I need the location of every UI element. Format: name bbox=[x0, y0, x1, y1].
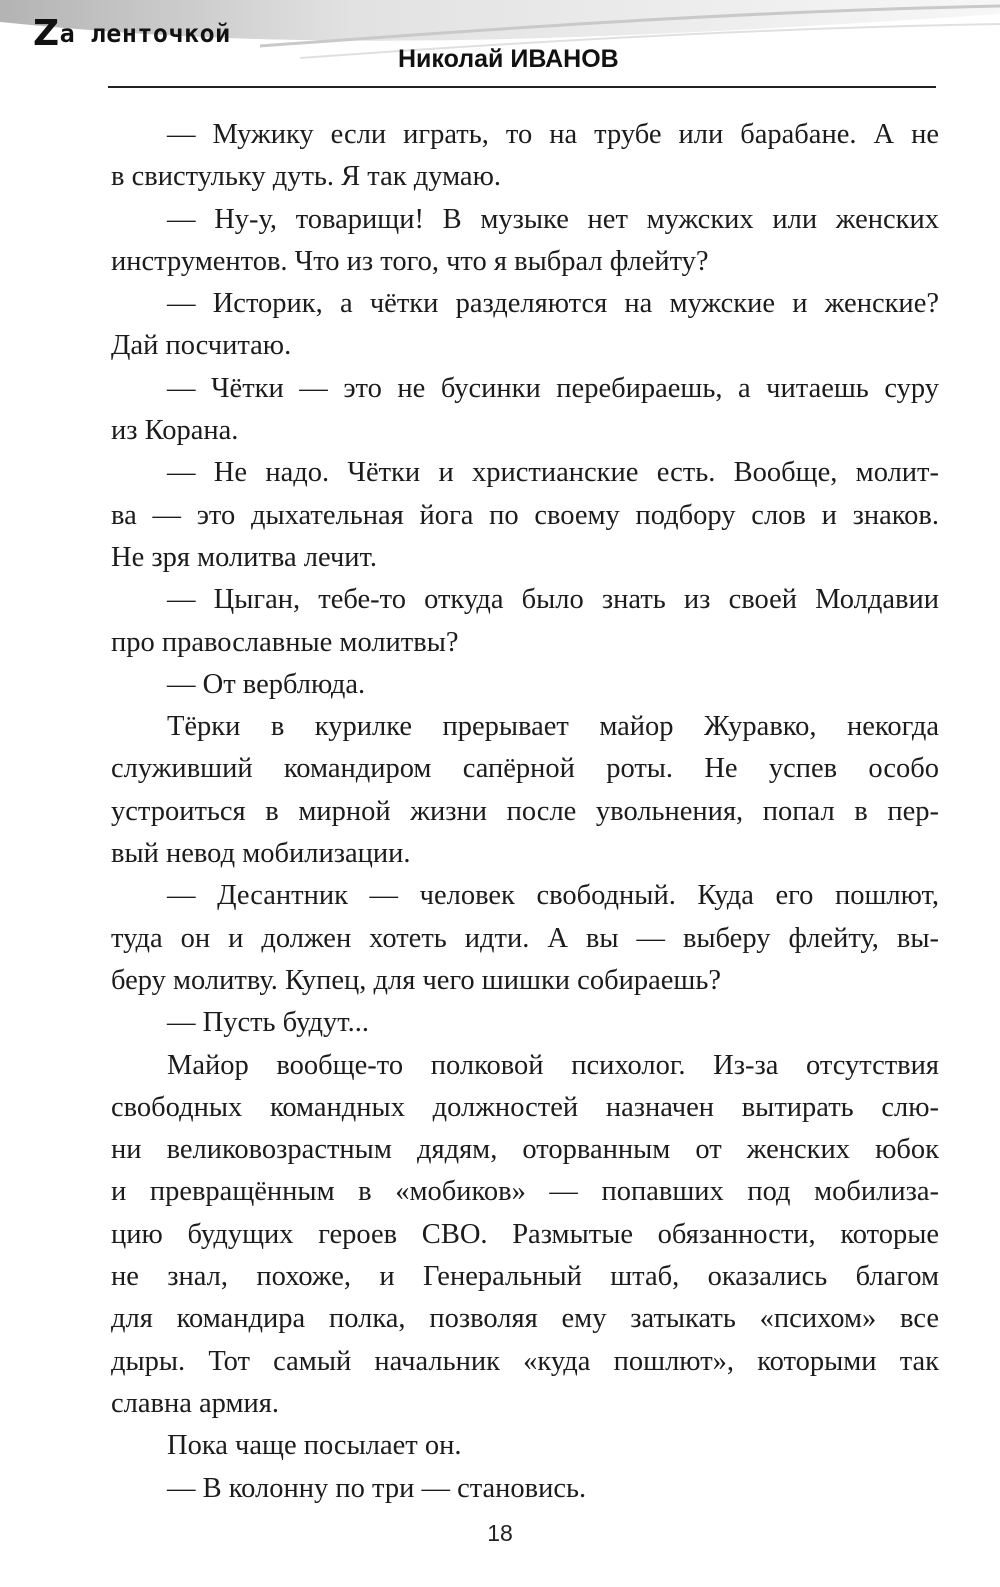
text-line: Майор вообще-то полковой психолог. Из-за отсутствия bbox=[167, 1049, 939, 1081]
text-line: свободных командных должностей назначен вытирать слю- bbox=[111, 1091, 939, 1123]
text-line: для командира полка, позволяя ему затыкать «психом» все bbox=[111, 1303, 939, 1335]
text-line: — Десантник — человек свободный. Куда его пошлют, bbox=[167, 880, 939, 912]
text-line: — Чётки — это не бусинки перебираешь, а читаешь суру bbox=[167, 372, 939, 404]
text-line: вый невод мобилизации. bbox=[111, 838, 411, 870]
series-title bbox=[33, 13, 231, 54]
text-line: в свистульку дуть. Я так думаю. bbox=[111, 161, 501, 193]
text-line: — Историк, а чётки разделяются на мужские и женские? bbox=[167, 288, 939, 320]
series-title-letter: Z bbox=[33, 13, 60, 54]
text-line: инструментов. Что из того, что я выбрал флейту? bbox=[111, 245, 709, 277]
text-line: цию будущих героев СВО. Размытые обязанности, которые bbox=[111, 1218, 939, 1250]
text-line: ва — это дыхательная йога по своему подбору слов и знаков. bbox=[111, 499, 939, 531]
text-line: Дай посчитаю. bbox=[111, 330, 292, 362]
text-line: ни великовозрастным дядям, оторванным от женских юбок bbox=[111, 1134, 939, 1166]
text-line: беру молитву. Купец, для чего шишки собираешь? bbox=[111, 964, 721, 996]
text-line: — Цыган, тебе-то откуда было знать из своей Молдавии bbox=[167, 584, 939, 616]
text-line: Не зря молитва лечит. bbox=[111, 541, 377, 573]
body-text bbox=[111, 114, 939, 1510]
text-line: — Мужику если играть, то на трубе или барабане. А не bbox=[167, 119, 939, 150]
text-line: из Корана. bbox=[111, 415, 239, 447]
header-divider bbox=[108, 86, 936, 88]
page-number: 18 bbox=[487, 1520, 513, 1546]
text-line: не знал, похоже, и Генеральный штаб, оказались благом bbox=[111, 1261, 939, 1293]
text-line: Пока чаще посылает он. bbox=[167, 1430, 462, 1462]
text-line: — В колонну по три — становись. bbox=[167, 1472, 587, 1504]
author-name: Николай ИВАНОВ bbox=[398, 45, 619, 73]
text-line: — Не надо. Чётки и христианские есть. Вообще, молит- bbox=[167, 457, 939, 489]
text-line: про православные молитвы? bbox=[111, 626, 459, 658]
text-line: — Ну-у, товарищи! В музыке нет мужских или женских bbox=[167, 203, 939, 235]
text-line: — От верблюда. bbox=[167, 668, 366, 700]
text-line: славна армия. bbox=[111, 1387, 279, 1419]
text-line: — Пусть будут... bbox=[167, 1007, 369, 1039]
text-line: дыры. Тот самый начальник «куда пошлют», которыми так bbox=[111, 1345, 939, 1377]
text-line: и превращённым в «мобиков» — попавших под мобилиза- bbox=[111, 1176, 939, 1208]
text-line: служивший командиром сапёрной роты. Не успев особо bbox=[111, 753, 939, 785]
text-line: туда он и должен хотеть идти. А вы — выберу флейту, вы- bbox=[111, 922, 939, 954]
series-title-text: а ленточкой bbox=[59, 19, 231, 48]
text-line: Тёрки в курилке прерывает майор Журавко, некогда bbox=[167, 711, 939, 743]
text-line: устроиться в мирной жизни после увольнения, попал в пер- bbox=[111, 795, 939, 827]
